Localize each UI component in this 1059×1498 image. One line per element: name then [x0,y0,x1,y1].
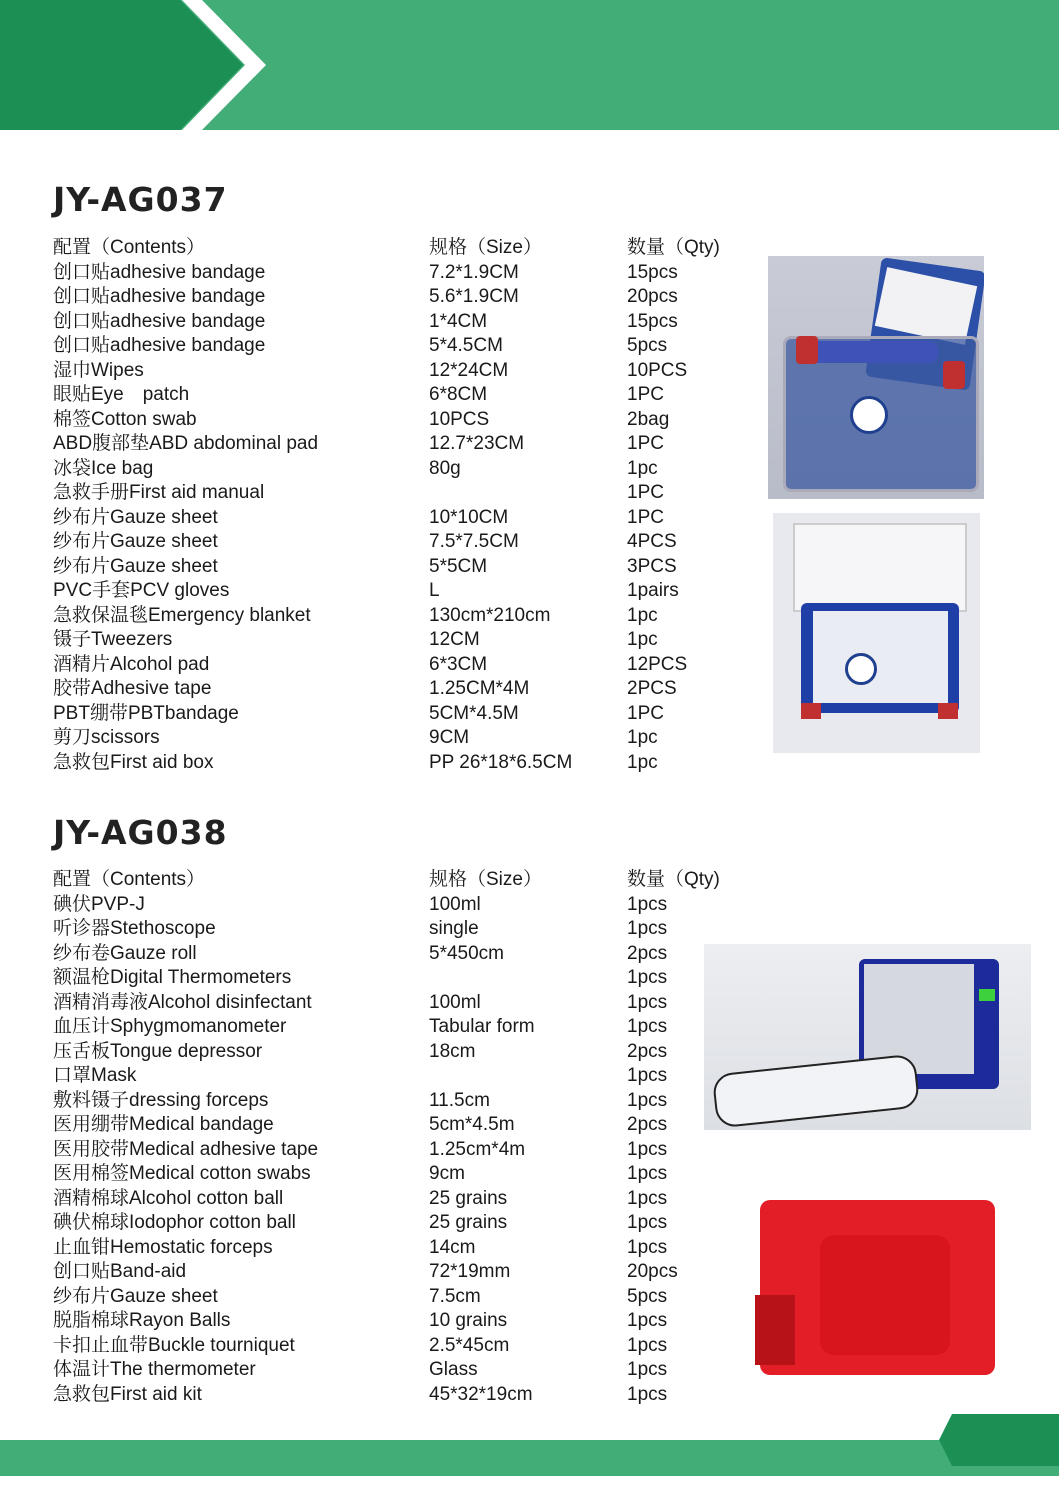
qty-cell: 1pcs [627,991,668,1013]
table-row [53,1064,743,1089]
qty-cell: 1pcs [627,1236,668,1258]
table-row [53,751,743,776]
table-row [53,604,743,629]
contents-cell: 湿巾Wipes [53,359,144,381]
size-cell: 9CM [429,727,470,748]
table-row [53,1383,743,1408]
qty-cell: 1pcs [627,1065,668,1086]
size-cell: 5*450cm [429,942,504,964]
qty-cell: 1PC [627,384,664,405]
qty-cell: 2pcs [627,942,668,964]
size-cell: 10*10CM [429,506,509,528]
contents-cell: 酒精消毒液Alcohol disinfectant [53,991,312,1013]
qty-cell: 1pcs [627,1089,668,1111]
qty-cell: 1PC [627,702,664,724]
qty-cell: 2PCS [627,678,677,699]
table-header [53,236,743,261]
size-cell: 10 grains [429,1310,508,1331]
contents-cell: 医用胶带Medical adhesive tape [53,1138,319,1160]
contents-cell: 纱布片Gauze sheet [53,531,218,552]
table-row [53,1113,743,1138]
table-row [53,702,743,727]
table-row [53,383,743,408]
size-cell: 10PCS [429,408,490,430]
contents-cell: 创口贴adhesive bandage [53,335,266,356]
qty-cell: 1pc [627,629,658,650]
contents-cell: 冰袋Ice bag [53,457,154,479]
size-cell: 45*32*19cm [429,1383,533,1405]
size-cell: Tabular form [429,1016,535,1037]
contents-cell: PVC手套PCV gloves [53,580,230,601]
contents-cell: 剪刀scissors [53,727,160,748]
size-cell: 12.7*23CM [429,433,525,454]
size-cell: 7.5cm [429,1285,481,1307]
contents-cell: 创口贴Band-aid [53,1261,187,1282]
table-row [53,1089,743,1114]
contents-cell: 急救保温毯Emergency blanket [53,604,311,626]
qty-cell: 3PCS [627,555,677,577]
size-cell: 6*3CM [429,653,488,675]
qty-cell: 1pcs [627,1138,668,1160]
table-row [53,408,743,433]
contents-table-ag037 [53,236,743,775]
contents-cell: 酒精片Alcohol pad [53,653,210,675]
contents-cell: 创口贴adhesive bandage [53,310,266,332]
size-cell: 25 grains [429,1187,508,1209]
table-row [53,628,743,653]
table-row [53,1358,743,1383]
product-code-title: JY-AG038 [53,813,228,852]
table-row [53,1187,743,1212]
qty-cell: 5pcs [627,1285,668,1307]
first-aid-box-closed-photo [768,256,984,499]
qty-cell: 1PC [627,482,664,503]
qty-cell: 1pc [627,727,658,748]
table-row [53,1015,743,1040]
contents-cell: 眼贴Eye patch [53,384,190,405]
size-cell: 130cm*210cm [429,604,551,626]
size-cell: 5CM*4.5M [429,702,519,724]
qty-cell: 20pcs [627,1261,678,1282]
qty-cell: 1pcs [627,1187,668,1209]
size-cell: 11.5cm [429,1089,490,1111]
table-row [53,530,743,555]
contents-cell: 脱脂棉球Rayon Balls [53,1310,231,1331]
qty-cell: 1pcs [627,967,668,988]
contents-cell: 创口贴adhesive bandage [53,261,266,283]
table-row [53,261,743,286]
product-code-title: JY-AG037 [53,180,228,219]
medical-bag-photo [704,944,1031,1130]
qty-cell: 5pcs [627,335,668,356]
footer-banner [0,1410,1059,1480]
table-row [53,1260,743,1285]
contents-cell: 纱布卷Gauze roll [53,942,197,964]
table-row [53,991,743,1016]
contents-cell: 纱布片Gauze sheet [53,506,218,528]
size-cell: 12*24CM [429,359,509,381]
contents-cell: 口罩Mask [53,1065,137,1086]
table-row [53,579,743,604]
table-row [53,966,743,991]
size-cell: 12CM [429,629,480,650]
table-row [53,457,743,482]
qty-cell: 12PCS [627,653,688,675]
qty-cell: 10PCS [627,359,688,381]
qty-cell: 1pcs [627,1359,668,1380]
table-row [53,334,743,359]
contents-cell: ABD腹部垫ABD abdominal pad [53,433,319,454]
contents-cell: 额温枪Digital Thermometers [53,967,292,988]
qty-cell: 1PC [627,433,664,454]
contents-cell: 碘伏棉球Iodophor cotton ball [53,1212,296,1233]
size-cell: L [429,580,440,601]
contents-cell: 压舌板Tongue depressor [53,1040,263,1062]
qty-cell: 15pcs [627,261,678,283]
contents-cell: 纱布片Gauze sheet [53,555,218,577]
table-row [53,1040,743,1065]
qty-cell: 20pcs [627,286,678,307]
qty-cell: 2pcs [627,1040,668,1062]
size-cell: 9cm [429,1163,465,1184]
qty-cell: 1pcs [627,1334,668,1356]
qty-cell: 1pcs [627,1310,668,1331]
size-cell: 7.2*1.9CM [429,261,519,283]
first-aid-box-open-photo [773,513,980,753]
contents-cell: 急救包First aid box [53,751,214,773]
qty-cell: 1pcs [627,1212,668,1233]
table-row [53,1285,743,1310]
contents-table-ag038 [53,868,743,1407]
contents-cell: 创口贴adhesive bandage [53,286,266,307]
table-row [53,506,743,531]
table-row [53,1236,743,1261]
contents-cell: 急救包First aid kit [53,1383,202,1405]
size-cell: 1.25cm*4m [429,1138,526,1160]
contents-cell: 棉签Cotton swab [53,408,197,430]
contents-cell: PBT绷带PBTbandage [53,702,239,724]
qty-cell: 1pcs [627,1383,668,1405]
table-header [53,868,743,893]
size-cell: 1.25CM*4M [429,678,530,699]
table-row [53,1162,743,1187]
contents-cell: 止血钳Hemostatic forceps [53,1236,273,1258]
contents-cell: 配置（Contents） [53,869,206,890]
size-cell: 72*19mm [429,1261,511,1282]
contents-cell: 医用棉签Medical cotton swabs [53,1163,311,1184]
table-row [53,726,743,751]
table-row [53,1309,743,1334]
table-row [53,653,743,678]
size-cell: 2.5*45cm [429,1334,510,1356]
qty-cell: 1pc [627,457,658,479]
qty-cell: 1pcs [627,1016,668,1037]
size-cell: 规格（Size） [429,869,542,890]
size-cell: 14cm [429,1236,476,1258]
contents-cell: 血压计Sphygmomanometer [53,1016,287,1037]
qty-cell: 15pcs [627,310,678,332]
size-cell: 5*5CM [429,555,488,577]
contents-cell: 急救手册First aid manual [53,482,265,503]
size-cell: 6*8CM [429,384,488,405]
size-cell: single [429,918,479,939]
size-cell: 100ml [429,991,481,1013]
size-cell: PP 26*18*6.5CM [429,751,573,773]
table-row [53,1211,743,1236]
table-row [53,555,743,580]
contents-cell: 酒精棉球Alcohol cotton ball [53,1187,284,1209]
table-row [53,942,743,967]
contents-cell: 体温计The thermometer [53,1359,256,1380]
table-row [53,917,743,942]
size-cell: 100ml [429,893,481,915]
qty-cell: 4PCS [627,531,677,552]
table-row [53,481,743,506]
size-cell: 80g [429,457,461,479]
header-banner [0,0,1059,130]
qty-cell: 2bag [627,408,670,430]
size-cell: 规格（Size） [429,237,542,258]
table-row [53,432,743,457]
qty-cell: 1PC [627,506,664,528]
contents-cell: 碘伏PVP-J [53,893,145,915]
qty-cell: 1pcs [627,1163,668,1184]
contents-cell: 医用绷带Medical bandage [53,1114,274,1135]
contents-cell: 卡扣止血带Buckle tourniquet [53,1334,295,1356]
qty-cell: 1pc [627,604,658,626]
contents-cell: 胶带Adhesive tape [53,678,212,699]
table-row [53,359,743,384]
qty-cell: 2pcs [627,1114,668,1135]
size-cell: 5cm*4.5m [429,1114,515,1135]
contents-cell: 听诊器Stethoscope [53,918,216,939]
table-row [53,285,743,310]
contents-cell: 敷料镊子dressing forceps [53,1089,269,1111]
table-row [53,1138,743,1163]
size-cell: Glass [429,1359,478,1380]
red-first-aid-kit-photo [750,1195,1005,1380]
table-row [53,310,743,335]
qty-cell: 1pairs [627,580,679,601]
qty-cell: 1pc [627,751,658,773]
table-row [53,1334,743,1359]
contents-cell: 纱布片Gauze sheet [53,1285,218,1307]
size-cell: 25 grains [429,1212,508,1233]
table-row [53,893,743,918]
table-row [53,677,743,702]
size-cell: 1*4CM [429,310,488,332]
qty-cell: 数量（Qty) [627,237,720,258]
qty-cell: 数量（Qty) [627,869,720,890]
contents-cell: 镊子Tweezers [53,629,173,650]
size-cell: 5*4.5CM [429,335,503,356]
size-cell: 5.6*1.9CM [429,286,519,307]
qty-cell: 1pcs [627,893,668,915]
size-cell: 7.5*7.5CM [429,531,519,552]
qty-cell: 1pcs [627,918,668,939]
contents-cell: 配置（Contents） [53,237,206,258]
size-cell: 18cm [429,1040,476,1062]
